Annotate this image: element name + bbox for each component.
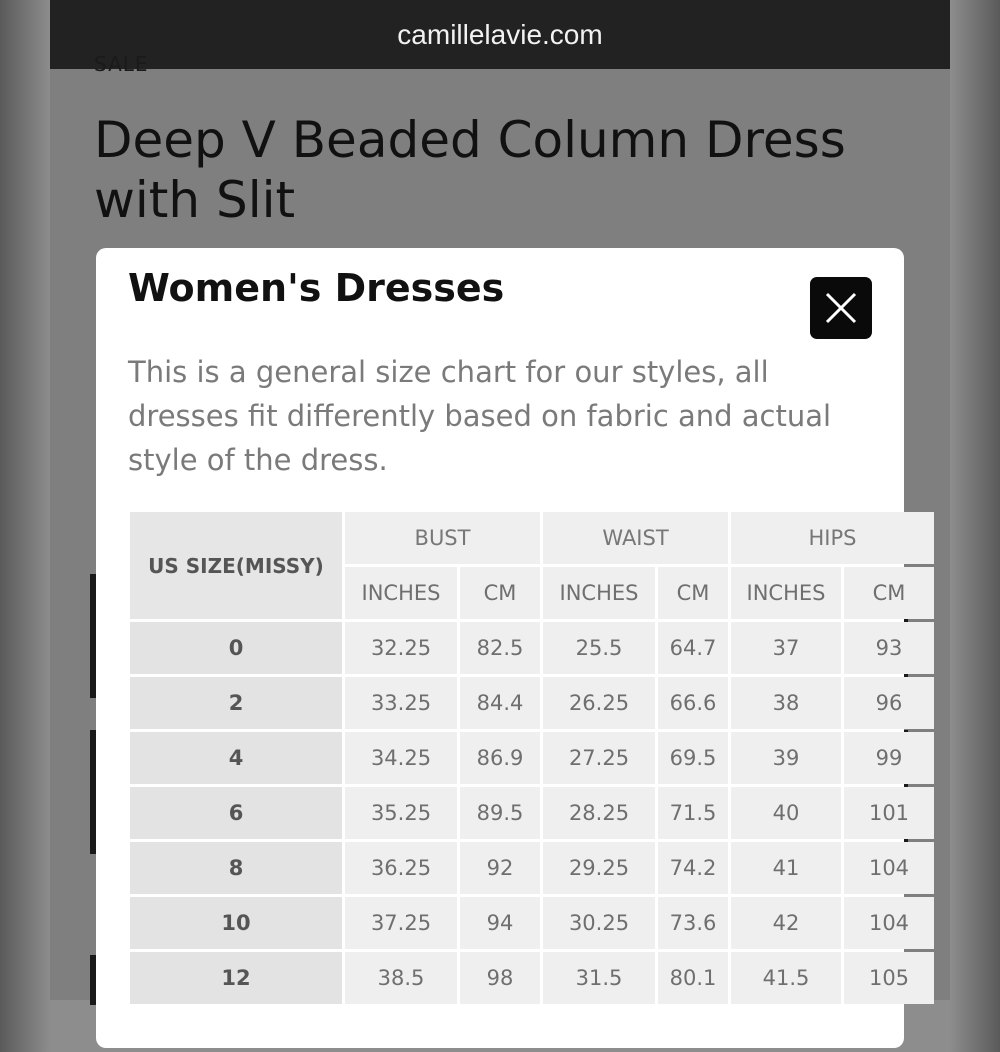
table-cell: 96 <box>844 677 934 729</box>
unit-header: CM <box>844 567 934 619</box>
table-cell: 28.25 <box>543 787 655 839</box>
table-row <box>130 842 934 894</box>
close-button[interactable] <box>810 277 872 339</box>
table-cell: 105 <box>844 952 934 1004</box>
table-cell: 37 <box>731 622 841 674</box>
table-cell: 69.5 <box>658 732 728 784</box>
table-cell: 71.5 <box>658 787 728 839</box>
size-cell: 10 <box>130 897 342 949</box>
table-cell: 40 <box>731 787 841 839</box>
table-cell: 30.25 <box>543 897 655 949</box>
size-cell: 4 <box>130 732 342 784</box>
table-cell: 38.5 <box>345 952 457 1004</box>
size-cell: 0 <box>130 622 342 674</box>
table-cell: 42 <box>731 897 841 949</box>
table-cell: 73.6 <box>658 897 728 949</box>
url-text: camillelavie.com <box>397 18 603 50</box>
table-cell: 39 <box>731 732 841 784</box>
table-cell: 29.25 <box>543 842 655 894</box>
product-title <box>94 110 894 230</box>
size-column-header: US SIZE(MISSY) <box>130 512 342 619</box>
size-cell: 12 <box>130 952 342 1004</box>
table-cell: 33.25 <box>345 677 457 729</box>
table-cell: 98 <box>460 952 540 1004</box>
table-cell: 34.25 <box>345 732 457 784</box>
unit-header: CM <box>460 567 540 619</box>
table-row <box>130 732 934 784</box>
table-cell: 35.25 <box>345 787 457 839</box>
table-cell: 64.7 <box>658 622 728 674</box>
table-cell: 101 <box>844 787 934 839</box>
product-title-line: with Slit <box>94 171 296 229</box>
table-cell: 104 <box>844 897 934 949</box>
table-cell: 89.5 <box>460 787 540 839</box>
table-cell: 38 <box>731 677 841 729</box>
table-header-row <box>130 512 934 564</box>
table-cell: 86.9 <box>460 732 540 784</box>
unit-header: INCHES <box>731 567 841 619</box>
url-bar[interactable] <box>50 0 950 69</box>
group-header-waist: WAIST <box>543 512 728 564</box>
table-cell: 84.4 <box>460 677 540 729</box>
table-cell: 26.25 <box>543 677 655 729</box>
size-cell: 8 <box>130 842 342 894</box>
group-header-bust: BUST <box>345 512 540 564</box>
size-cell: 2 <box>130 677 342 729</box>
table-row <box>130 677 934 729</box>
size-table <box>127 509 937 1007</box>
size-chart-modal <box>96 248 910 1048</box>
close-icon <box>823 290 859 326</box>
product-title-line: Deep V Beaded Column Dress <box>94 111 846 169</box>
table-row <box>130 897 934 949</box>
table-cell: 74.2 <box>658 842 728 894</box>
size-cell: 6 <box>130 787 342 839</box>
table-cell: 36.25 <box>345 842 457 894</box>
table-cell: 41.5 <box>731 952 841 1004</box>
table-cell: 32.25 <box>345 622 457 674</box>
table-cell: 25.5 <box>543 622 655 674</box>
table-row <box>130 622 934 674</box>
unit-header: INCHES <box>543 567 655 619</box>
page-viewport <box>50 0 950 1000</box>
table-cell: 37.25 <box>345 897 457 949</box>
table-cell: 31.5 <box>543 952 655 1004</box>
table-row <box>130 787 934 839</box>
table-cell: 99 <box>844 732 934 784</box>
table-cell: 66.6 <box>658 677 728 729</box>
table-cell: 80.1 <box>658 952 728 1004</box>
unit-header: INCHES <box>345 567 457 619</box>
group-header-hips: HIPS <box>731 512 934 564</box>
table-cell: 104 <box>844 842 934 894</box>
table-cell: 82.5 <box>460 622 540 674</box>
table-cell: 92 <box>460 842 540 894</box>
table-cell: 93 <box>844 622 934 674</box>
modal-description: This is a general size chart for our styles, all dresses fit differently based on fabric and actual style of the dress. <box>128 355 832 477</box>
unit-header: CM <box>658 567 728 619</box>
section-label: SALE <box>94 52 149 76</box>
size-table-scroll[interactable] <box>130 512 910 1052</box>
table-row <box>130 952 934 1004</box>
table-cell: 41 <box>731 842 841 894</box>
table-cell: 27.25 <box>543 732 655 784</box>
modal-title: Women's Dresses <box>128 266 505 310</box>
table-cell: 94 <box>460 897 540 949</box>
